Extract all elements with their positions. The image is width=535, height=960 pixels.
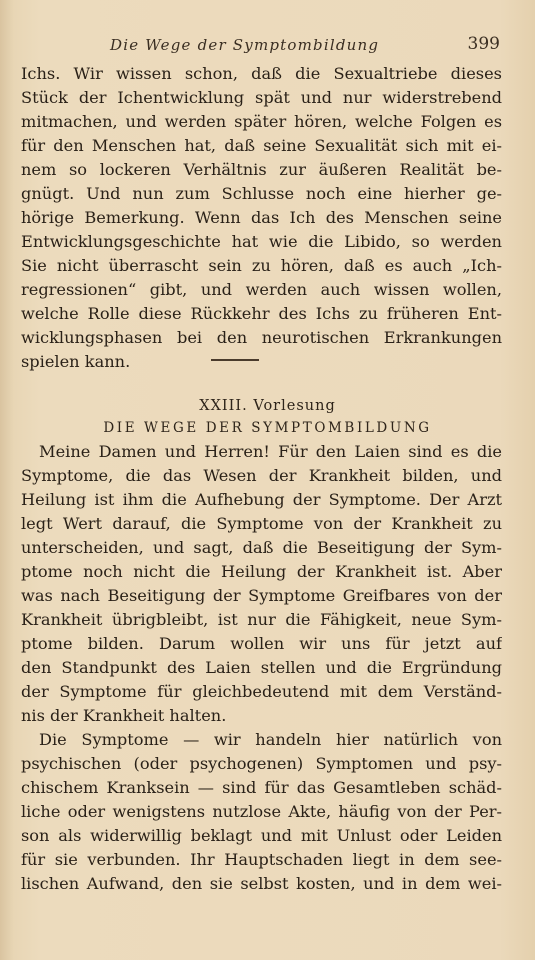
text-line: chischem Kranksein — sind für das Gesamtleben schäd-	[21, 778, 502, 797]
running-title: Die Wege der Symptombildung	[110, 36, 380, 54]
text-line: nem so lockeren Verhältnis zur äußeren Realität be-	[21, 160, 502, 179]
text-line: Ichs. Wir wissen schon, daß die Sexualtriebe dieses	[21, 64, 502, 83]
text-line: lischen Aufwand, den sie selbst kosten, und in dem wei-	[21, 874, 502, 893]
text-line: für den Menschen hat, daß seine Sexualität sich mit ei-	[21, 136, 502, 155]
text-line: der Symptome für gleichbedeutend mit dem Verständ-	[21, 682, 502, 701]
text-line: wicklungsphasen bei den neurotischen Erkrankungen	[21, 328, 502, 347]
page-number: 399	[467, 34, 500, 54]
text-line: psychischen (oder psychogenen) Symptomen und psy-	[21, 754, 502, 773]
text-line: Die Symptome — wir handeln hier natürlich von	[39, 730, 502, 749]
paragraph-two	[21, 728, 502, 896]
text-line: legt Wert darauf, die Symptome von der Krankheit zu	[21, 514, 502, 533]
text-line: Sie nicht überrascht sein zu hören, daß es auch „Ich-	[21, 256, 502, 275]
text-line: liche oder wenigstens nutzlose Akte, häufig von der Per-	[21, 802, 502, 821]
text-line: Krankheit übrigbleibt, ist nur die Fähigkeit, neue Sym-	[21, 610, 502, 629]
text-line: unterscheiden, und sagt, daß die Beseitigung der Sym-	[21, 538, 502, 557]
text-line: ptome bilden. Darum wollen wir uns für jetzt auf	[21, 634, 502, 653]
text-line: Entwicklungsgeschichte hat wie die Libido, so werden	[21, 232, 502, 251]
text-line: Meine Damen und Herren! Für den Laien sind es die	[39, 442, 502, 461]
text-line: mitmachen, und werden später hören, welche Folgen es	[21, 112, 502, 131]
text-line: ptome noch nicht die Heilung der Krankheit ist. Aber	[21, 562, 502, 581]
text-line: nis der Krankheit halten.	[21, 706, 227, 725]
text-line: welche Rolle diese Rückkehr des Ichs zu früheren Ent-	[21, 304, 502, 323]
text-line: was nach Beseitigung der Symptome Greifbares von der	[21, 586, 502, 605]
text-line: spielen kann.	[21, 352, 131, 371]
text-line: Symptome, die das Wesen der Krankheit bilden, und	[21, 466, 502, 485]
paragraph-one	[21, 440, 502, 728]
text-line: den Standpunkt des Laien stellen und die Ergründung	[21, 658, 502, 677]
text-line: Stück der Ichentwicklung spät und nur widerstrebend	[21, 88, 502, 107]
section-divider	[211, 359, 259, 361]
text-line: Heilung ist ihm die Aufhebung der Symptome. Der Arzt	[21, 490, 502, 509]
text-line: son als widerwillig beklagt und mit Unlust oder Leiden	[21, 826, 502, 845]
text-line: regressionen“ gibt, und werden auch wissen wollen,	[21, 280, 502, 299]
text-line: für sie verbunden. Ihr Hauptschaden liegt in dem see-	[21, 850, 502, 869]
top-paragraph	[21, 62, 502, 374]
lecture-label: XXIII. Vorlesung	[199, 398, 336, 414]
text-line: hörige Bemerkung. Wenn das Ich des Menschen seine	[21, 208, 502, 227]
text-line: gnügt. Und nun zum Schlusse noch eine hierher ge-	[21, 184, 502, 203]
lecture-title: DIE WEGE DER SYMPTOMBILDUNG	[103, 420, 432, 436]
running-header	[20, 36, 500, 60]
